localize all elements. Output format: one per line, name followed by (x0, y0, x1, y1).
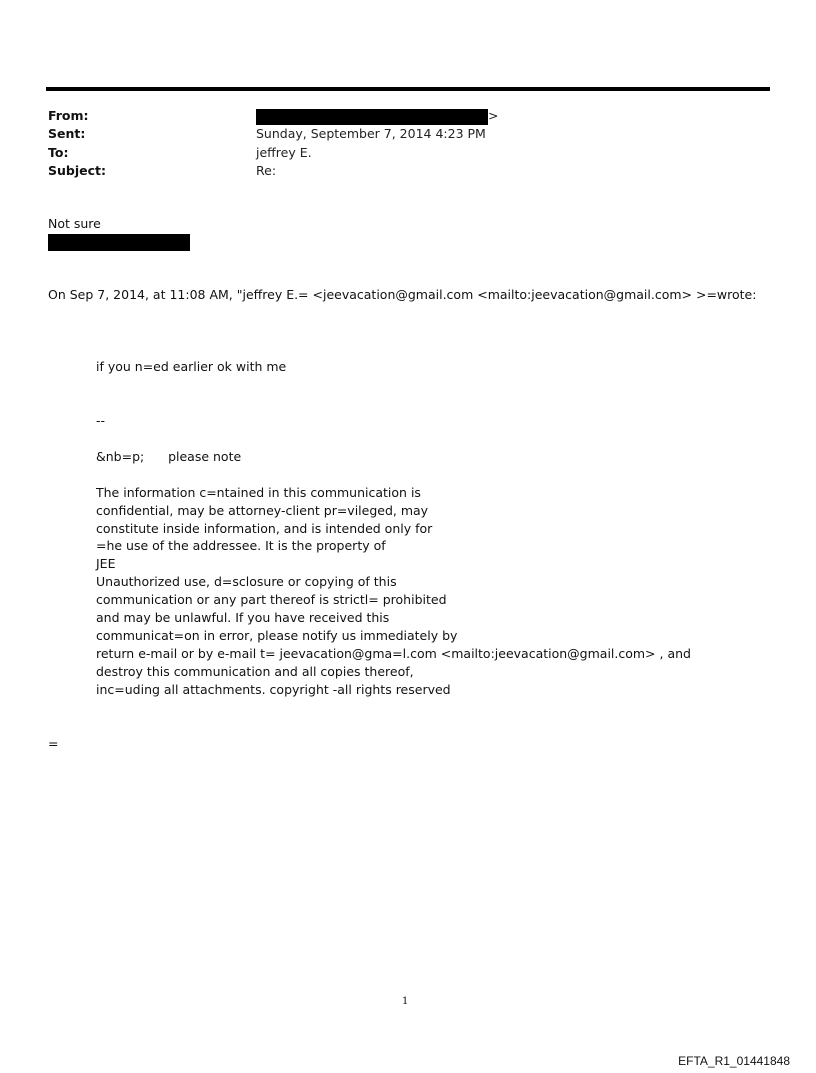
disclaimer-line: JEE (96, 556, 116, 571)
disclaimer-line: and may be unlawful. If you have received this (96, 610, 390, 625)
disclaimer-line: return e-mail or by e-mail t= jeevacation@gma=l.com <mailto:jeevacation@gmail.com> , and (96, 646, 691, 661)
disclaimer-line: Unauthorized use, d=sclosure or copying of this (96, 574, 397, 589)
to-value: jeffrey E. (256, 145, 312, 160)
redaction-bar (256, 109, 488, 125)
subject-value: Re: (256, 163, 277, 178)
signature-separator: -- (96, 413, 106, 428)
document-id: EFTA_R1_01441848 (678, 1054, 790, 1068)
trailing-char: = (48, 736, 59, 751)
subject-label: Subject: (48, 163, 106, 178)
page-number: 1 (402, 996, 409, 1007)
disclaimer-line: inc=uding all attachments. copyright -all rights reserved (96, 682, 451, 697)
from-value (256, 107, 498, 125)
reply-text: Not sure (48, 216, 101, 231)
from-label: From: (48, 108, 89, 123)
sent-value: Sunday, September 7, 2014 4:23 PM (256, 126, 486, 141)
disclaimer-line: communicat=on in error, please notify us immediately by (96, 628, 458, 643)
disclaimer-line: confidential, may be attorney-client pr=vileged, may (96, 503, 429, 518)
quoted-message: if you n=ed earlier ok with me (96, 359, 287, 374)
sent-label: Sent: (48, 126, 86, 141)
quote-intro: On Sep 7, 2014, at 11:08 AM, "jeffrey E.= <jeevacation@gmail.com <mailto:jeevacation@gmail.com> >=wrote: (48, 287, 757, 302)
disclaimer-line: constitute inside information, and is intended only for (96, 521, 433, 536)
disclaimer-line: =he use of the addressee. It is the property of (96, 538, 386, 553)
signature-redaction (48, 234, 190, 251)
to-label: To: (48, 145, 69, 160)
from-suffix: > (488, 108, 499, 123)
header-rule (46, 87, 770, 91)
disclaimer-line: communication or any part thereof is strictl= prohibited (96, 592, 447, 607)
please-note: &nb=p; please note (96, 449, 242, 464)
disclaimer-line: The information c=ntained in this communication is (96, 485, 421, 500)
disclaimer-line: destroy this communication and all copies thereof, (96, 664, 414, 679)
